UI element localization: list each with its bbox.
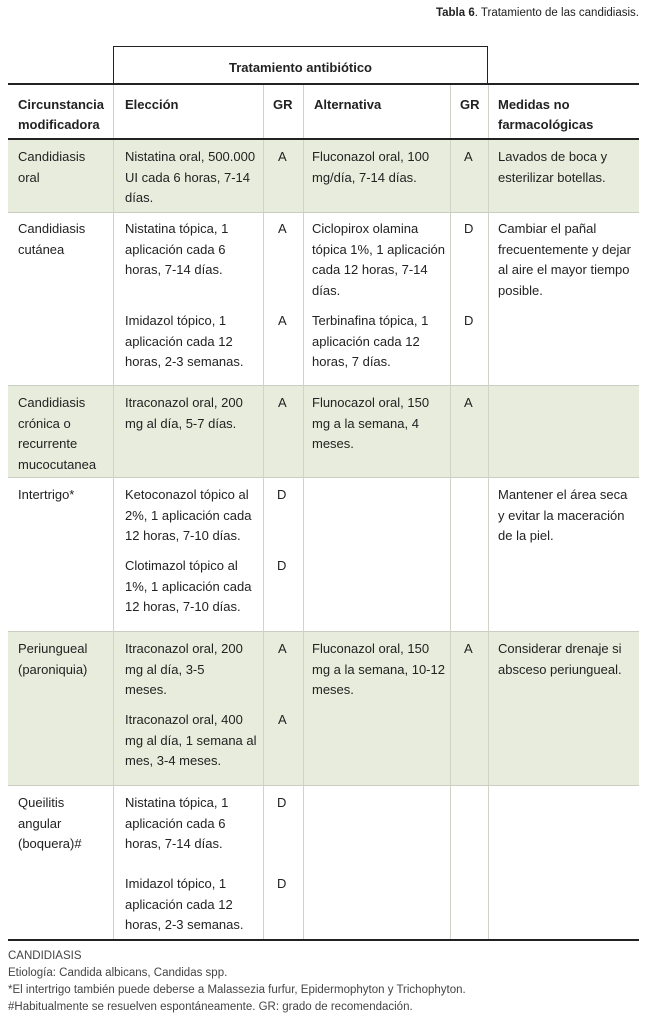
alternativa-cell: Fluconazol oral, 100 mg/día, 7-14 días. bbox=[312, 149, 430, 185]
footer-note-intertrigo: *El intertrigo también puede deberse a Malassezia furfur, Epidermophyton y Trichophyton. bbox=[8, 984, 466, 996]
header-divider bbox=[450, 85, 451, 138]
eleccion-cell: Nistatina tópica, 1 aplicación cada 6 horas, 7-14 días. bbox=[125, 795, 229, 851]
circunstancia-cell: Candidiasis crónica o recurrente mucocutanea bbox=[18, 395, 97, 472]
gr-eleccion-cell: A bbox=[278, 149, 287, 164]
eleccion-cell: Itraconazol oral, 200 mg al día, 5-7 días. bbox=[125, 395, 243, 431]
gr-alternativa-cell: A bbox=[464, 641, 473, 656]
header-divider bbox=[303, 85, 304, 138]
gr-eleccion-cell: D bbox=[277, 876, 287, 891]
alternativa-cell: Terbinafina tópica, 1 aplicación cada 12 horas, 7 días. bbox=[312, 313, 429, 369]
medidas-cell: Lavados de boca y esterilizar botellas. bbox=[498, 149, 608, 185]
table-number: Tabla 6 bbox=[435, 7, 475, 19]
eleccion-cell: Nistatina oral, 500.000 UI cada 6 horas, 7-14 días. bbox=[125, 149, 256, 205]
gr-eleccion-cell: A bbox=[278, 221, 287, 236]
header-circunstancia: Circunstancia modificadora bbox=[18, 97, 104, 132]
header-gr-alternativa: GR bbox=[460, 97, 480, 112]
eleccion-cell: Itraconazol oral, 200 mg al día, 3-5 meses. bbox=[125, 641, 243, 697]
gr-eleccion-cell: A bbox=[278, 395, 287, 410]
gr-eleccion-cell: D bbox=[277, 558, 287, 573]
alternativa-cell: Ciclopirox olamina tópica 1%, 1 aplicación cada 12 horas, 7-14 días. bbox=[312, 221, 445, 298]
circunstancia-cell: Intertrigo* bbox=[18, 487, 75, 502]
alternativa-cell: Fluconazol oral, 150 mg a la semana, 10-12 meses. bbox=[312, 641, 445, 697]
eleccion-cell: Imidazol tópico, 1 aplicación cada 12 horas, 2-3 semanas. bbox=[125, 313, 244, 369]
header-divider bbox=[488, 85, 489, 138]
column-divider bbox=[113, 140, 114, 939]
header-divider bbox=[113, 85, 114, 138]
medidas-cell: Considerar drenaje si absceso periungueal. bbox=[498, 641, 622, 677]
header-divider bbox=[263, 85, 264, 138]
gr-alternativa-cell: A bbox=[464, 149, 473, 164]
eleccion-cell: Ketoconazol tópico al 2%, 1 aplicación cada 12 horas, 7-10 días. bbox=[125, 487, 252, 543]
table-title: . Tratamiento de las candidiasis. bbox=[474, 7, 639, 19]
medidas-cell: Mantener el área seca y evitar la maceración de la piel. bbox=[498, 487, 628, 543]
gr-eleccion-cell: A bbox=[278, 641, 287, 656]
eleccion-cell: Clotimazol tópico al 1%, 1 aplicación cada 12 horas, 7-10 días. bbox=[125, 558, 252, 614]
column-divider bbox=[303, 140, 304, 939]
gr-alternativa-cell: A bbox=[464, 395, 473, 410]
header-gr-eleccion: GR bbox=[273, 97, 293, 112]
column-divider bbox=[263, 140, 264, 939]
column-divider bbox=[488, 140, 489, 939]
gr-eleccion-cell: A bbox=[278, 712, 287, 727]
footer-title: CANDIDIASIS bbox=[8, 950, 82, 962]
header-alternativa: Alternativa bbox=[314, 97, 382, 112]
footer-etiology: Etiología: Candida albicans, Candidas spp. bbox=[8, 967, 228, 979]
circunstancia-cell: Candidiasis cutánea bbox=[18, 221, 86, 257]
treatment-group-header: Tratamiento antibiótico bbox=[228, 60, 372, 75]
alternativa-cell: Flunocazol oral, 150 mg a la semana, 4 meses. bbox=[312, 395, 430, 451]
gr-alternativa-cell: D bbox=[464, 313, 474, 328]
header-eleccion: Elección bbox=[125, 97, 179, 112]
gr-eleccion-cell: D bbox=[277, 487, 287, 502]
circunstancia-cell: Queilitis angular (boquera)# bbox=[18, 795, 82, 851]
header-top-rule bbox=[8, 83, 639, 85]
eleccion-cell: Imidazol tópico, 1 aplicación cada 12 horas, 2-3 semanas. bbox=[125, 876, 244, 932]
header-medidas: Medidas no farmacológicas bbox=[498, 97, 594, 132]
gr-alternativa-cell: D bbox=[464, 221, 474, 236]
circunstancia-cell: Candidiasis oral bbox=[18, 149, 86, 185]
eleccion-cell: Itraconazol oral, 400 mg al día, 1 semana al mes, 3-4 meses. bbox=[125, 712, 257, 768]
table-caption bbox=[436, 7, 639, 19]
row-queilitis-bg bbox=[8, 786, 639, 939]
gr-eleccion-cell: A bbox=[278, 313, 287, 328]
table-bottom-rule bbox=[8, 939, 639, 941]
footer-note-gr: #Habitualmente se resuelven espontáneamente. GR: grado de recomendación. bbox=[8, 1001, 413, 1013]
circunstancia-cell: Periungueal (paroniquia) bbox=[18, 641, 88, 677]
eleccion-cell: Nistatina tópica, 1 aplicación cada 6 horas, 7-14 días. bbox=[125, 221, 229, 277]
column-divider bbox=[450, 140, 451, 939]
medidas-cell: Cambiar el pañal frecuentemente y dejar al aire el mayor tiempo posible. bbox=[498, 221, 631, 298]
gr-eleccion-cell: D bbox=[277, 795, 287, 810]
